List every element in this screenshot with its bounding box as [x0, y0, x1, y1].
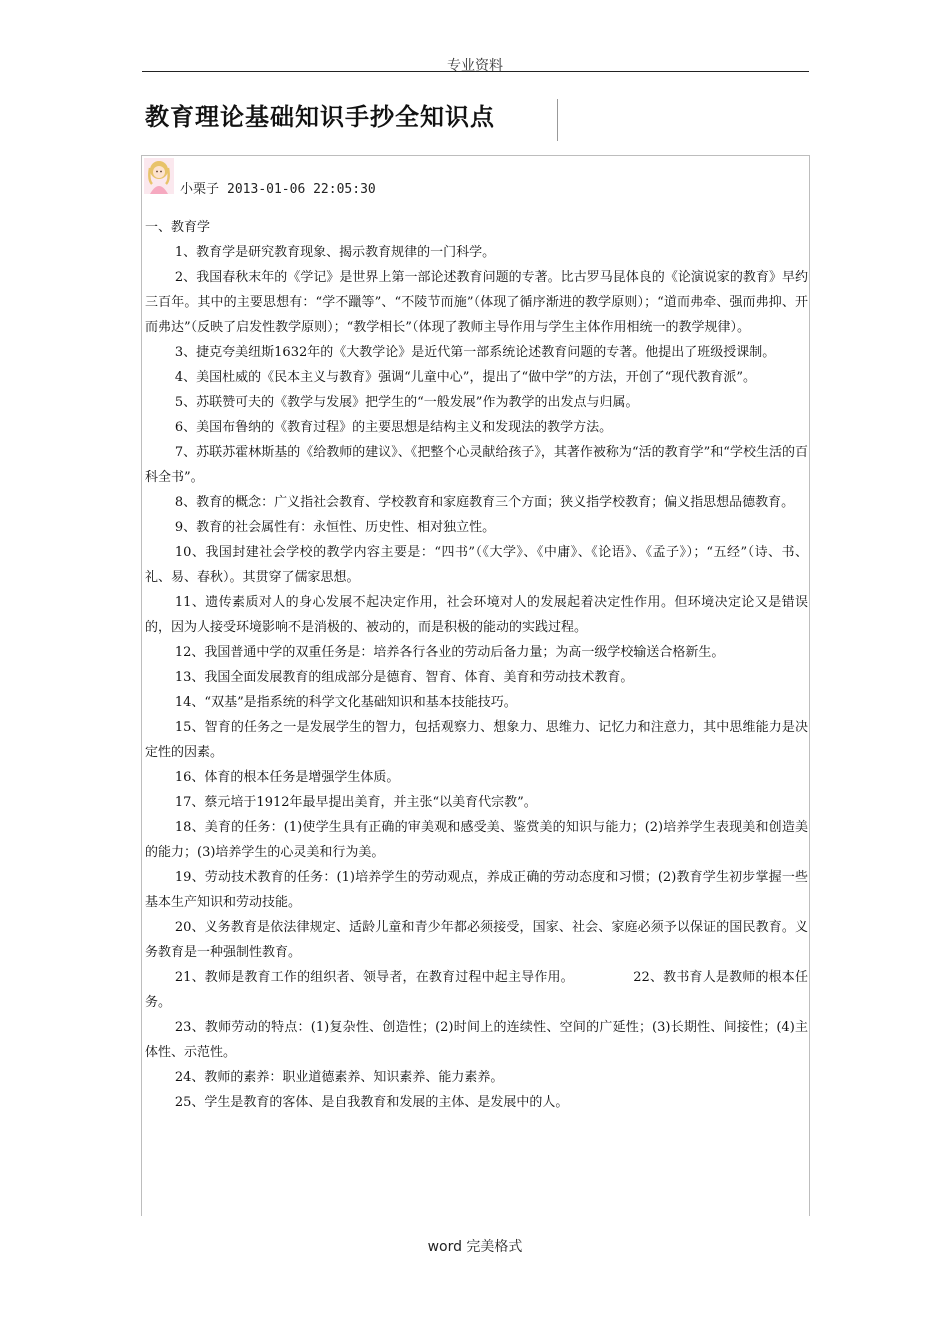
list-item: 14、“双基”是指系统的科学文化基础知识和基本技能技巧。 — [174, 695, 517, 710]
list-item: 7、苏联苏霍林斯基的《给教师的建议》、《把整个心灵献给孩子》，其著作被称为“活的教育学”和“学校生活的百科全书”。 — [145, 445, 808, 485]
list-item: 19、劳动技术教育的任务：(1)培养学生的劳动观点，养成正确的劳动态度和习惯；(2)教育学生初步掌握一些基本生产知识和劳动技能。 — [145, 870, 808, 910]
list-item: 20、义务教育是依法律规定、适龄儿童和青少年都必须接受，国家、社会、家庭必须予以保证的国民教育。义务教育是一种强制性教育。 — [145, 920, 808, 960]
user-avatar-icon — [144, 158, 174, 194]
list-item: 23、教师劳动的特点：(1)复杂性、创造性；(2)时间上的连续性、空间的广延性；(3)长期性、间接性；(4)主体性、示范性。 — [145, 1020, 808, 1060]
list-item: 8、教育的概念：广义指社会教育、学校教育和家庭教育三个方面；狭义指学校教育；偏义指思想品德教育。 — [174, 495, 795, 510]
post-meta — [180, 178, 384, 197]
page-title: 教育理论基础知识手抄全知识点 — [145, 102, 495, 131]
list-item: 17、蔡元培于1912年最早提出美育，并主张“以美育代宗教”。 — [174, 795, 537, 810]
list-item: 21、教师是教育工作的组织者、领导者，在教育过程中起主导作用。 22、教书育人是教师的根本任务。 — [145, 970, 808, 1010]
list-item: 2、我国春秋末年的《学记》是世界上第一部论述教育问题的专著。比古罗马昆体良的《论演说家的教育》早约三百年。其中的主要思想有：“学不躐等”、“不陵节而施”（体现了循序渐进的教学原则）；“道而弗牵、强而弗抑、开而弗达”（反映了启发性教学原则）；“教学相长”（体现了教师主导作用与学生主体作用相统一的教学规律）。 — [145, 270, 808, 335]
list-item: 6、美国布鲁纳的《教育过程》的主要思想是结构主义和发现法的教学方法。 — [174, 420, 613, 435]
article-body — [145, 215, 808, 1115]
section-heading: 一、教育学 — [145, 220, 211, 235]
list-item: 4、美国杜威的《民本主义与教育》强调“儿童中心”，提出了“做中学”的方法，开创了“现代教育派”。 — [174, 370, 757, 385]
list-item: 3、捷克夸美纽斯1632年的《大教学论》是近代第一部系统论述教育问题的专著。他提出了班级授课制。 — [174, 345, 776, 360]
list-item: 1、教育学是研究教育现象、揭示教育规律的一门科学。 — [174, 245, 496, 260]
header-rule — [142, 71, 809, 72]
list-item: 13、我国全面发展教育的组成部分是德育、智育、体育、美育和劳动技术教育。 — [174, 670, 634, 685]
list-item: 18、美育的任务：(1)使学生具有正确的审美观和感受美、鉴赏美的知识与能力；(2)培养学生表现美和创造美的能力；(3)培养学生的心灵美和行为美。 — [145, 820, 808, 860]
list-item: 25、学生是教育的客体、是自我教育和发展的主体、是发展中的人。 — [174, 1095, 569, 1110]
list-item: 10、我国封建社会学校的教学内容主要是：“四书”（《大学》、《中庸》、《论语》、《孟子》）；“五经”（诗、书、礼、易、春秋）。其贯穿了儒家思想。 — [145, 545, 808, 585]
list-item: 12、我国普通中学的双重任务是：培养各行各业的劳动后备力量；为高一级学校输送合格新生。 — [174, 645, 725, 660]
list-item: 16、体育的根本任务是增强学生体质。 — [174, 770, 400, 785]
list-item: 24、教师的素养：职业道德素养、知识素养、能力素养。 — [174, 1070, 504, 1085]
list-item: 5、苏联赞可夫的《教学与发展》把学生的“一般发展”作为教学的出发点与归属。 — [174, 395, 639, 410]
list-item: 11、遗传素质对人的身心发展不起决定作用，社会环境对人的发展起着决定性作用。但环境决定论又是错误的，因为人接受环境影响不是消极的、被动的，而是积极的能动的实践过程。 — [145, 595, 808, 635]
list-item: 15、智育的任务之一是发展学生的智力，包括观察力、想象力、思维力、记忆力和注意力，其中思维能力是决定性的因素。 — [145, 720, 808, 760]
title-divider — [557, 99, 558, 141]
post-author[interactable]: 小栗子 — [180, 182, 220, 197]
post-datetime: 2013-01-06 22:05:30 — [227, 182, 376, 197]
page-footer: word 完美格式 — [427, 1239, 523, 1255]
list-item: 9、教育的社会属性有：永恒性、历史性、相对独立性。 — [174, 520, 496, 535]
page-header: 专业资料 — [447, 58, 503, 74]
